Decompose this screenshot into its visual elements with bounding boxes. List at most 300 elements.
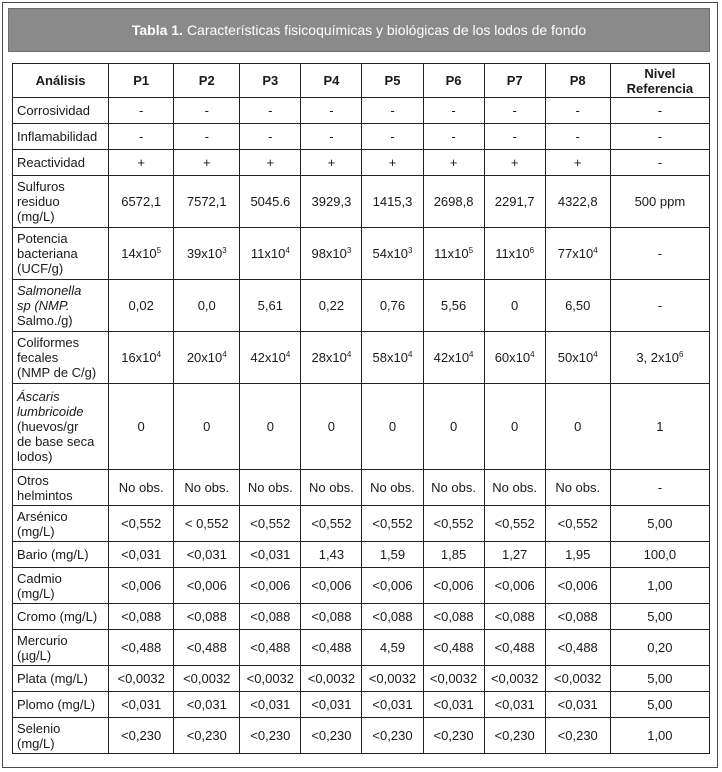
cell-value: <0,230 (121, 728, 162, 743)
table-cell (362, 542, 423, 568)
table-cell (109, 692, 174, 718)
row-label-line: Áscaris (17, 389, 60, 404)
cell-value: - (204, 103, 209, 118)
cell-value: <0,488 (250, 640, 291, 655)
cell-exponent: 4 (346, 350, 352, 359)
cell-value: - (575, 103, 580, 118)
cell-exponent: 4 (593, 350, 598, 359)
row-label (13, 124, 109, 150)
cell-value: 1,59 (379, 547, 406, 562)
row-label-line: sp (NMP. (17, 298, 70, 313)
cell-value: <0,488 (433, 640, 474, 655)
table-cell (423, 332, 484, 384)
cell-exponent: 3 (222, 246, 227, 255)
row-label-line: (mg/L) (17, 585, 55, 601)
cell-value: <0,552 (494, 516, 535, 531)
table-cell (240, 228, 301, 280)
table-cell (545, 176, 610, 228)
cell-value: + (449, 155, 458, 170)
cell-value: <0,552 (121, 516, 162, 531)
cell-value: - (138, 103, 144, 118)
cell-value: <0,088 (121, 609, 162, 624)
table-cell (484, 568, 545, 604)
row-label-line: residuo (17, 194, 60, 209)
cell-value: 0 (327, 419, 336, 434)
table-cell (423, 568, 484, 604)
row-label-line: Bario (mg/L) (17, 547, 89, 562)
row-label (13, 98, 109, 124)
cell-value: 7572,1 (186, 194, 227, 209)
cell-exponent: 4 (222, 350, 227, 359)
cell-value: <0,031 (121, 547, 162, 562)
table-cell (610, 384, 709, 470)
row-label-line: (µg/L) (17, 647, 52, 663)
table-cell (545, 280, 610, 332)
table-cell (240, 98, 301, 124)
table-cell (610, 124, 709, 150)
cell-value: 0 (203, 419, 211, 434)
cell-value: 1,00 (647, 728, 673, 743)
table-cell (240, 666, 301, 692)
table-cell (610, 604, 709, 630)
cell-value: <0,0032 (368, 671, 417, 686)
cell-value: 1,27 (501, 547, 528, 562)
cell-value: - (657, 155, 663, 170)
table-cell (545, 718, 610, 754)
table-cell (240, 718, 301, 754)
table-cell (610, 280, 709, 332)
cell-value: 3929,3 (311, 194, 352, 209)
table-cell (109, 280, 174, 332)
table-row (13, 470, 710, 506)
cell-value: <0,031 (433, 697, 474, 712)
row-label (13, 332, 109, 384)
header-cell: P5 (362, 64, 423, 98)
cell-value: 1,43 (318, 547, 345, 562)
row-label-line: Coliformes (17, 335, 80, 350)
table-cell (545, 542, 610, 568)
cell-value: <0,006 (311, 578, 352, 593)
table-cell (109, 666, 174, 692)
row-label-line: Sulfuros (17, 179, 65, 194)
caption-text: Características fisicoquímicas y biológicas de los lodos de fondo (186, 22, 587, 38)
table-cell (174, 98, 240, 124)
row-label (13, 228, 109, 280)
table-cell (174, 542, 240, 568)
table-cell (610, 506, 709, 542)
cell-value: <0,006 (372, 578, 413, 593)
row-label (13, 176, 109, 228)
table-cell (109, 568, 174, 604)
table-cell (301, 542, 362, 568)
row-label-line: bacteriana (17, 246, 78, 261)
table-cell (301, 692, 362, 718)
cell-exponent: 4 (530, 350, 535, 359)
cell-value: + (388, 155, 397, 170)
cell-value: <0,006 (121, 578, 162, 593)
table-cell (174, 150, 240, 176)
row-label-line: Corrosividad (17, 103, 90, 118)
cell-value: <0,488 (311, 640, 352, 655)
table-cell (109, 630, 174, 666)
cell-value: <0,230 (557, 728, 598, 743)
cell-value: 0 (511, 419, 519, 434)
cell-value: <0,006 (250, 578, 291, 593)
table-cell (484, 718, 545, 754)
table-cell (610, 470, 709, 506)
table-cell (174, 630, 240, 666)
table-cell (610, 718, 709, 754)
row-label (13, 718, 109, 754)
header-cell: P2 (174, 64, 240, 98)
table-cell (240, 630, 301, 666)
cell-exponent: 4 (469, 350, 474, 359)
table-row (13, 384, 710, 470)
row-label-line: Selenio (17, 720, 61, 736)
cell-value: <0,006 (186, 578, 227, 593)
cell-value: <0,031 (250, 697, 291, 712)
table-cell (109, 98, 174, 124)
cell-value: - (451, 129, 456, 144)
table-cell (301, 176, 362, 228)
cell-value: - (268, 103, 273, 118)
table-row (13, 332, 710, 384)
cell-exponent: 4 (285, 246, 290, 255)
table-cell (610, 568, 709, 604)
table-cell (174, 568, 240, 604)
table-row (13, 692, 710, 718)
table-cell (484, 228, 545, 280)
table-row (13, 630, 710, 666)
row-label-line: Salmo./g) (17, 313, 73, 328)
header-row (13, 64, 710, 98)
table-cell (362, 568, 423, 604)
cell-value: 5,00 (647, 516, 673, 531)
table-cell (484, 470, 545, 506)
cell-value: 0 (449, 419, 458, 434)
row-label-line: Cadmio (17, 570, 62, 586)
row-label-line: Plomo (mg/L) (17, 697, 96, 712)
table-cell (362, 718, 423, 754)
table-cell (423, 98, 484, 124)
cell-value: 54x10 (372, 246, 408, 261)
cell-value: 77x10 (557, 246, 594, 261)
table-cell (545, 150, 610, 176)
cell-value: 0 (266, 419, 274, 434)
cell-value: - (138, 129, 144, 144)
cell-value: <0,488 (121, 640, 162, 655)
table-cell (362, 506, 423, 542)
table-cell (545, 470, 610, 506)
table-cell (610, 98, 709, 124)
cell-value: 0,20 (647, 640, 673, 655)
cell-value: 50x10 (557, 350, 594, 365)
cell-value: <0,0032 (490, 671, 539, 686)
row-label-line: de base seca (17, 434, 95, 449)
row-label (13, 470, 109, 506)
table-row (13, 718, 710, 754)
cell-value: <0,230 (311, 728, 352, 743)
cell-value: 0 (137, 419, 145, 434)
cell-value: 4,59 (379, 640, 406, 655)
table-cell (545, 332, 610, 384)
cell-value: <0,230 (433, 728, 474, 743)
table-cell (240, 506, 301, 542)
cell-value: - (390, 103, 395, 118)
table-cell (301, 604, 362, 630)
row-label-line: (NMP de C/g) (17, 365, 97, 380)
table-row (13, 542, 710, 568)
table-cell (610, 228, 709, 280)
table-cell (484, 666, 545, 692)
row-label (13, 568, 109, 604)
cell-value: 2291,7 (494, 194, 535, 209)
row-label-line: helmintos (17, 487, 73, 503)
table-cell (423, 542, 484, 568)
table-cell (484, 150, 545, 176)
cell-value: - (512, 103, 517, 118)
cell-value: <0,031 (311, 697, 352, 712)
cell-value: <0,488 (186, 640, 227, 655)
table-cell (174, 604, 240, 630)
table-cell (484, 176, 545, 228)
cell-value: No obs. (247, 480, 293, 495)
table-caption (8, 8, 710, 52)
cell-value: 100,0 (643, 547, 677, 562)
table-cell (362, 630, 423, 666)
row-label (13, 542, 109, 568)
table-cell (301, 470, 362, 506)
row-label-line: Reactividad (17, 155, 85, 170)
row-label-line: (mg/L) (17, 523, 55, 539)
cell-value: <0,006 (557, 578, 598, 593)
row-label-line: lumbricoide (17, 404, 84, 419)
cell-value: <0,0032 (307, 671, 356, 686)
table-row (13, 604, 710, 630)
cell-value: <0,230 (186, 728, 227, 743)
table-cell (109, 384, 174, 470)
row-label (13, 692, 109, 718)
row-label-line: (huevos/gr (17, 419, 79, 434)
table-cell (423, 280, 484, 332)
table-cell (362, 332, 423, 384)
table-cell (301, 150, 362, 176)
table-cell (423, 176, 484, 228)
table-row (13, 666, 710, 692)
cell-value: <0,0032 (117, 671, 165, 686)
table-cell (545, 506, 610, 542)
cell-value: <0,031 (372, 697, 413, 712)
cell-value: <0,0032 (554, 671, 602, 686)
table-cell (545, 666, 610, 692)
cell-value: 5045.6 (250, 194, 291, 209)
table-cell (610, 542, 709, 568)
cell-value: No obs. (431, 480, 476, 495)
table-cell (545, 98, 610, 124)
cell-value: - (268, 129, 273, 144)
cell-value: <0,031 (186, 697, 227, 712)
table-cell (240, 542, 301, 568)
cell-value: <0,488 (494, 640, 535, 655)
cell-value: 0 (574, 419, 582, 434)
cell-value: 60x10 (494, 350, 531, 365)
cell-value: <0,0032 (183, 671, 231, 686)
row-label-line: Salmonella (17, 283, 82, 298)
cell-value: <0,031 (121, 697, 162, 712)
cell-value: <0,552 (311, 516, 352, 531)
row-label-line: Cromo (mg/L) (17, 609, 98, 624)
cell-value: <0,230 (250, 728, 291, 743)
table-cell (362, 470, 423, 506)
cell-value: - (657, 480, 663, 495)
cell-value: No obs. (309, 480, 354, 495)
cell-value: 28x10 (311, 350, 347, 365)
cell-value: 20x10 (186, 350, 223, 365)
cell-value: 5,61 (257, 298, 283, 313)
table-cell (545, 692, 610, 718)
cell-value: - (512, 129, 517, 144)
cell-value: 0 (388, 419, 397, 434)
cell-value: <0,088 (433, 609, 474, 624)
cell-value: No obs. (370, 480, 415, 495)
table-cell (362, 176, 423, 228)
table-cell (484, 384, 545, 470)
cell-exponent: 5 (156, 246, 162, 255)
cell-value: - (204, 129, 209, 144)
cell-value: 39x10 (186, 246, 223, 261)
table-row (13, 228, 710, 280)
cell-value: 4322,8 (557, 194, 598, 209)
row-label-line: Inflamabilidad (17, 129, 98, 144)
cell-value: <0,088 (557, 609, 598, 624)
table-cell (301, 384, 362, 470)
row-label-line: lodos) (17, 449, 53, 464)
table-cell (362, 384, 423, 470)
cell-value: 1 (656, 419, 664, 434)
header-cell: P6 (423, 64, 484, 98)
table-cell (362, 604, 423, 630)
row-label-line: Plata (mg/L) (17, 671, 88, 686)
cell-value: 5,56 (440, 298, 467, 313)
row-label-line: (mg/L) (17, 209, 55, 224)
cell-value: No obs. (184, 480, 230, 495)
row-label (13, 604, 109, 630)
table-cell (423, 630, 484, 666)
row-label (13, 384, 109, 470)
table-cell (109, 470, 174, 506)
table-cell (610, 176, 709, 228)
table-cell (109, 506, 174, 542)
table-cell (423, 692, 484, 718)
cell-value: 14x10 (121, 246, 157, 261)
cell-value: <0,006 (433, 578, 474, 593)
row-label-line: fecales (17, 350, 59, 365)
table-cell (484, 280, 545, 332)
cell-exponent: 5 (468, 246, 474, 255)
table-cell (610, 150, 709, 176)
cell-value: 5,00 (647, 697, 673, 712)
table-cell (362, 150, 423, 176)
table-cell (174, 280, 240, 332)
table-cell (109, 332, 174, 384)
table-cell (174, 692, 240, 718)
cell-value: 6572,1 (121, 194, 162, 209)
table-cell (545, 604, 610, 630)
table-cell (301, 568, 362, 604)
header-cell: P1 (109, 64, 174, 98)
table-cell (362, 692, 423, 718)
table-cell (109, 718, 174, 754)
table-cell (484, 630, 545, 666)
cell-exponent: 3 (346, 246, 352, 255)
cell-value: 0,22 (318, 298, 345, 313)
cell-value: < 0,552 (184, 516, 229, 531)
table-cell (240, 332, 301, 384)
cell-value: No obs. (492, 480, 538, 495)
cell-value: 11x10 (495, 246, 530, 261)
table-cell (174, 332, 240, 384)
table-cell (484, 124, 545, 150)
row-label (13, 280, 109, 332)
table-row (13, 150, 710, 176)
cell-exponent: 6 (529, 246, 535, 255)
row-label-line: Otros (17, 472, 49, 488)
cell-value: No obs. (555, 480, 601, 495)
cell-value: 5,00 (647, 609, 673, 624)
table-cell (484, 604, 545, 630)
table-cell (174, 506, 240, 542)
table-cell (545, 568, 610, 604)
cell-value: 0 (511, 298, 519, 313)
table-cell (362, 124, 423, 150)
cell-value: <0,552 (372, 516, 413, 531)
header-ref-line: Nivel (644, 65, 676, 81)
cell-value: <0,031 (250, 547, 291, 562)
table-cell (109, 150, 174, 176)
cell-value: 2698,8 (433, 194, 474, 209)
table-cell (423, 604, 484, 630)
table-cell (610, 332, 709, 384)
cell-value: 11x10 (250, 246, 286, 261)
cell-value: + (202, 155, 211, 170)
cell-value: <0,088 (494, 609, 535, 624)
cell-value: <0,230 (372, 728, 413, 743)
table-cell (610, 666, 709, 692)
table-cell (174, 228, 240, 280)
table-cell (423, 506, 484, 542)
table-row (13, 124, 710, 150)
cell-value: 1,85 (440, 547, 467, 562)
table-cell (484, 332, 545, 384)
table-cell (109, 124, 174, 150)
row-label-line: Mercurio (17, 632, 68, 648)
table-cell (301, 666, 362, 692)
header-cell: P8 (545, 64, 610, 98)
table-cell (240, 568, 301, 604)
row-label-line: (mg/L) (17, 735, 55, 751)
cell-value: - (451, 103, 456, 118)
table-cell (423, 124, 484, 150)
cell-value: 0,76 (379, 298, 406, 313)
cell-value: <0,0032 (246, 671, 295, 686)
table-cell (301, 228, 362, 280)
table-cell (423, 470, 484, 506)
table-cell (301, 332, 362, 384)
cell-value: <0,006 (494, 578, 535, 593)
cell-value: 1,95 (565, 547, 591, 562)
cell-value: <0,230 (494, 728, 535, 743)
table-cell (174, 124, 240, 150)
